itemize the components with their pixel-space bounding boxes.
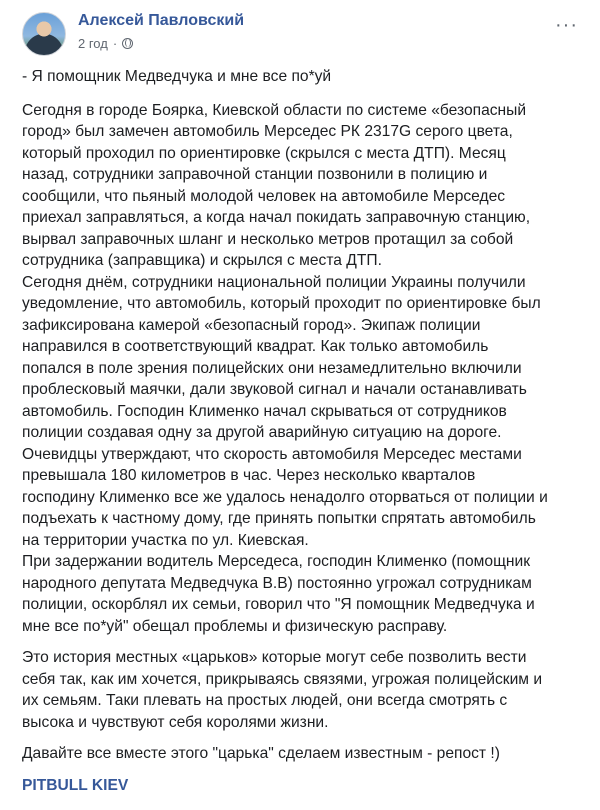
- post-paragraph-headline: - Я помощник Медведчука и мне все по*уй: [22, 68, 332, 85]
- author-name[interactable]: Алексей Павловский: [78, 12, 245, 29]
- post-body: [22, 66, 588, 796]
- globe-icon[interactable]: [122, 38, 133, 49]
- post-meta: [78, 36, 133, 51]
- page-tag-link[interactable]: PITBULL KIEV: [22, 776, 129, 794]
- post-paragraph-commentary: Это история местных «царьков» которые могут себе позволить вести себя так, как им хочется, прикрываясь связями, угрожая полицейским и их семьям. Таки плевать на простых людей, они всегда смотрять с высока и чувствуют себя королями жизни.: [22, 649, 543, 731]
- post-header: [22, 10, 582, 58]
- post-time[interactable]: 2 год: [78, 36, 108, 51]
- post-paragraph-story: Сегодня в городе Боярка, Киевской области по системе «безопасный город» был замечен автомобиль Мерседес РК 2317G серого цвета, который проходил по ориентировке (скрылся с места ДТП). Месяц назад, сотрудники заправочной станции позвонили в полицию и сообщили, что пьяный молодой человек на автомобиле Мерседес приехал заправляться, а когда начал покидать заправочную станцию, вырвал заправочных шланг и несколько метров протащил за собой сотрудника (заправщика) и скрылся с места ДТП. Сегодня днём, сотрудники национальной полиции Украины получили уведомление, что автомобиль, который проходит по ориентировке был зафиксирована камерой «безопасный город». Экипаж полиции направился в соответствующий квадрат. Как только автомобиль попался в поле зрения полицейских они незамедлительно включили проблесковый маячки, дали звуковой сигнал и начали останавливать автомобиль. Господин Клименко начал скрываться от сотрудников полиции создавая одну за другой аварийную ситуацию на дороге. Очевидцы утверждают, что скорость автомобиля Мерседес местами превышала 180 километров в час. Через несколько кварталов господину Клименко все же удалось ненадолго оторваться от полиции и подъехать к частному дому, где принять попытки спрятать автомобиль на территории участка по ул. Киевская. При задержании водитель Мерседеса, господин Клименко (помощник народного депутата Медведчука В.В) постоянно угрожал сотрудникам полиции, оскорблял их семьи, говорил что "Я помощник Медведчука и мне все по*уй" обещал проблемы и физическую расправу.: [22, 101, 548, 635]
- meta-separator: ·: [112, 36, 118, 51]
- avatar[interactable]: [22, 12, 66, 56]
- post-paragraph-call-to-action: Давайте все вместе этого "царька" сделаем известным - репост !): [22, 745, 500, 762]
- more-options-icon[interactable]: ···: [555, 14, 578, 36]
